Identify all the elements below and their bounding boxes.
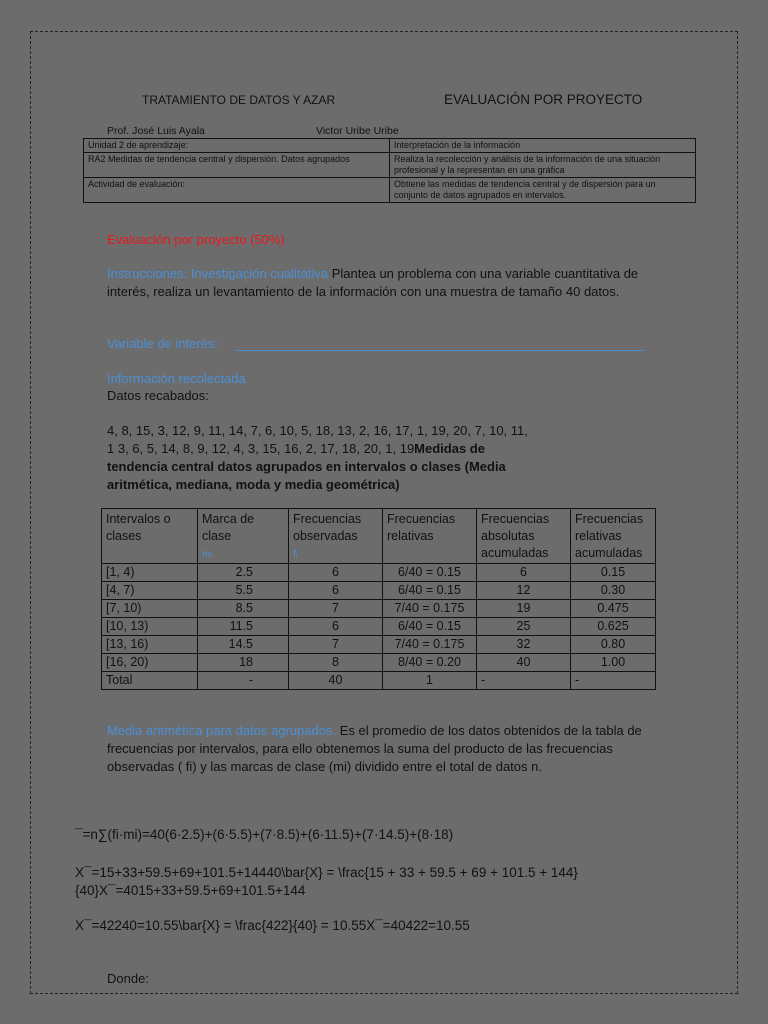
header-subject: TRATAMIENTO DE DATOS Y AZAR bbox=[142, 93, 336, 107]
instructions-label: Instrucciones: Investigación cualitativa bbox=[107, 266, 329, 281]
table-cell: 25 bbox=[477, 618, 571, 636]
table-cell: 18 bbox=[198, 654, 289, 672]
table-cell: - bbox=[571, 672, 656, 690]
section-title: Medidas de tendencia central datos agrupados en intervalos o clases (Media aritmética, mediana, moda y media geométrica) bbox=[107, 441, 506, 492]
header-subscript: fᵢ bbox=[293, 549, 298, 560]
column-header: Intervalos o clases bbox=[102, 509, 198, 564]
info-cell: Unidad 2 de aprendizaje: bbox=[84, 139, 390, 153]
column-header: Frecuencias observadas fᵢ bbox=[289, 509, 383, 564]
table-cell: 1 bbox=[383, 672, 477, 690]
instructions-paragraph bbox=[107, 265, 647, 301]
table-cell: 0.625 bbox=[571, 618, 656, 636]
formula-1: ¯=n∑(fi·mi)=40(6·2.5)+(6·5.5)+(7·8.5)+(6·11.5)+(7·14.5)+(8·18) bbox=[75, 827, 454, 842]
info-table bbox=[83, 138, 696, 203]
table-row bbox=[102, 636, 656, 654]
datos-label: Datos recabados: bbox=[107, 388, 209, 403]
professor-name: Prof. José Luis Ayala bbox=[107, 125, 205, 137]
datos-values: 4, 8, 15, 3, 12, 9, 11, 14, 7, 6, 10, 5, 18, 13, 2, 16, 17, 1, 19, 20, 7, 10, 11, 1 3, 6, 5, 14, 8, 9, 12, 4, 3, 15, 16, 2, 17, 18, 20, 1, 19 bbox=[107, 423, 528, 456]
table-cell: 32 bbox=[477, 636, 571, 654]
table-row bbox=[102, 618, 656, 636]
table-cell: 11.5 bbox=[198, 618, 289, 636]
info-cell: Realiza la recolección y análisis de la información de una situación profesional y la representan en una gráfica bbox=[390, 153, 696, 178]
table-cell: 7 bbox=[289, 636, 383, 654]
variable-label: Variable de interés: bbox=[107, 336, 219, 351]
datos-paragraph bbox=[107, 422, 537, 494]
table-cell: - bbox=[477, 672, 571, 690]
table-cell: 6 bbox=[289, 564, 383, 582]
column-header: Frecuencias relativas acumuladas bbox=[571, 509, 656, 564]
column-header: Marca de clase mᵢ bbox=[198, 509, 289, 564]
info-cell: Interpretación de la información bbox=[390, 139, 696, 153]
table-cell: 40 bbox=[289, 672, 383, 690]
table-row bbox=[102, 654, 656, 672]
table-cell: 12 bbox=[477, 582, 571, 600]
table-cell: 0.15 bbox=[571, 564, 656, 582]
table-cell: 6 bbox=[289, 618, 383, 636]
donde-label: Donde: bbox=[107, 971, 149, 986]
media-label: Media aritmética para datos agrupados. bbox=[107, 723, 337, 738]
table-cell: 19 bbox=[477, 600, 571, 618]
table-cell: 7/40 = 0.175 bbox=[383, 600, 477, 618]
table-cell: 2.5 bbox=[198, 564, 289, 582]
table-cell: 40 bbox=[477, 654, 571, 672]
table-cell: [10, 13) bbox=[102, 618, 198, 636]
table-cell: 6 bbox=[289, 582, 383, 600]
info-cell: RA2 Medidas de tendencia central y dispersión. Datos agrupados bbox=[84, 153, 390, 178]
frequency-table bbox=[101, 508, 656, 690]
column-header: Frecuencias relativas bbox=[383, 509, 477, 564]
table-cell: [13, 16) bbox=[102, 636, 198, 654]
table-row bbox=[102, 672, 656, 690]
table-cell: 6 bbox=[477, 564, 571, 582]
header-subscript: mᵢ bbox=[202, 549, 212, 560]
table-cell: 7 bbox=[289, 600, 383, 618]
table-cell: 0.80 bbox=[571, 636, 656, 654]
table-row bbox=[84, 153, 696, 178]
table-cell: 6/40 = 0.15 bbox=[383, 564, 477, 582]
table-cell: Total bbox=[102, 672, 198, 690]
table-cell: 0.30 bbox=[571, 582, 656, 600]
table-cell: 0.475 bbox=[571, 600, 656, 618]
formula-3: X¯=42240=10.55\bar{X} = \frac{422}{40} = 10.55X¯=40422=10.55 bbox=[75, 918, 470, 933]
column-header: Frecuencias absolutas acumuladas bbox=[477, 509, 571, 564]
formula-2: X¯=15+33+59.5+69+101.5+14440\bar{X} = \frac{15 + 33 + 59.5 + 69 + 101.5 + 144}{40}X¯=4015+33+59.5+69+101.5+144 bbox=[75, 865, 578, 898]
table-row bbox=[102, 600, 656, 618]
table-cell: 6/40 = 0.15 bbox=[383, 618, 477, 636]
table-row bbox=[84, 178, 696, 203]
table-cell: [7, 10) bbox=[102, 600, 198, 618]
table-cell: 14.5 bbox=[198, 636, 289, 654]
table-row bbox=[102, 582, 656, 600]
table-cell: - bbox=[198, 672, 289, 690]
table-cell: 6/40 = 0.15 bbox=[383, 582, 477, 600]
table-cell: 1.00 bbox=[571, 654, 656, 672]
variable-underline bbox=[237, 350, 643, 351]
info-cell: Obtiene las medidas de tendencia central y de dispersión para un conjunto de datos agrupados en intervalos. bbox=[390, 178, 696, 203]
table-cell: 8/40 = 0.20 bbox=[383, 654, 477, 672]
frequency-table-body bbox=[102, 564, 656, 690]
table-row bbox=[84, 139, 696, 153]
table-cell: 5.5 bbox=[198, 582, 289, 600]
info-collected-label: Información recolectada bbox=[107, 371, 246, 386]
header-evaluation: EVALUACIÓN POR PROYECTO bbox=[444, 92, 643, 107]
media-paragraph bbox=[107, 722, 647, 776]
table-cell: 8 bbox=[289, 654, 383, 672]
table-row bbox=[102, 564, 656, 582]
media-text: Es el promedio de los datos obtenidos de la tabla de frecuencias por intervalos, para ello obtenemos la suma del producto de las frecuencias observadas ( fi) y las marcas de clase (mi) dividido entre el total de datos n. bbox=[107, 723, 642, 774]
table-cell: [16, 20) bbox=[102, 654, 198, 672]
instructions-text: Plantea un problema con una variable cuantitativa de interés, realiza un levantamiento de la información con una muestra de tamaño 40 datos. bbox=[107, 266, 639, 299]
student-name: Victor Uribe Uribe bbox=[316, 125, 399, 137]
table-header-row bbox=[102, 509, 656, 564]
info-cell: Actividad de evaluación: bbox=[84, 178, 390, 203]
table-cell: 7/40 = 0.175 bbox=[383, 636, 477, 654]
table-cell: 8.5 bbox=[198, 600, 289, 618]
table-cell: [1, 4) bbox=[102, 564, 198, 582]
evaluation-title: Evaluación por proyecto (50%) bbox=[107, 232, 285, 247]
table-cell: [4, 7) bbox=[102, 582, 198, 600]
